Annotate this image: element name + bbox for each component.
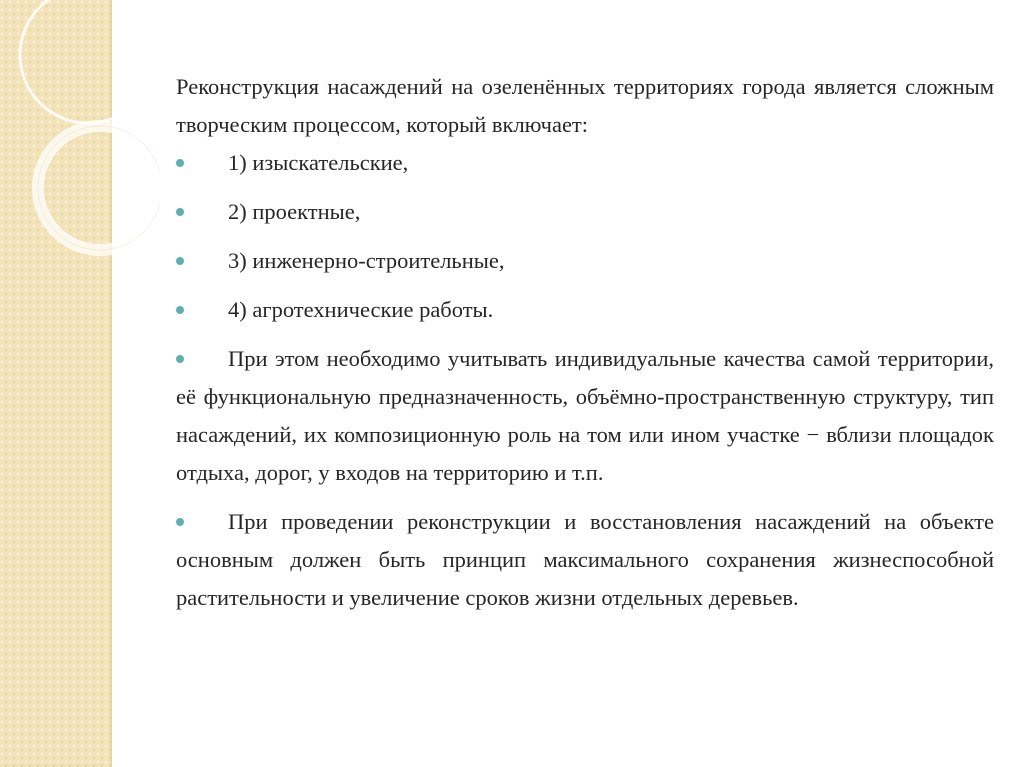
decorative-side-panel: [0, 0, 112, 767]
bullet-dot-icon: [176, 208, 184, 216]
list-item: [176, 144, 994, 182]
list-item: [176, 242, 994, 280]
bullet-dot-icon: [176, 518, 184, 526]
bullet-paragraph: [176, 503, 994, 617]
slide-body: [176, 68, 994, 628]
list-item-text: 4) агротехнические работы.: [228, 297, 494, 322]
bullet-paragraph: [176, 340, 994, 492]
list-item-text: 1) изыскательские,: [228, 150, 409, 175]
list-item: [176, 291, 994, 329]
side-panel-border: [110, 0, 112, 767]
list-item: [176, 193, 994, 231]
bullet-dot-icon: [176, 355, 184, 363]
list-item-text: 3) инженерно-строительные,: [228, 248, 505, 273]
intro-paragraph: Реконструкция насаждений на озеленённых территориях города является сложным творческим процессом, который включает:: [176, 74, 994, 137]
bullet-dot-icon: [176, 159, 184, 167]
bullet-dot-icon: [176, 306, 184, 314]
bullet-paragraph-text: При проведении реконструкции и восстановления насаждений на объекте основным должен быть принцип максимального сохранения жизнеспособной растительности и увеличение сроков жизни отдельных деревьев.: [176, 509, 994, 610]
bullet-paragraph-text: При этом необходимо учитывать индивидуальные качества самой территории, её функциональную предназначенность, объёмно-пространственную структуру, тип насаждений, их композиционную роль на том или ином участке − вблизи площадок отдыха, дорог, у входов на территорию и т.п.: [176, 346, 994, 485]
list-item-text: 2) проектные,: [228, 199, 361, 224]
bullet-dot-icon: [176, 257, 184, 265]
